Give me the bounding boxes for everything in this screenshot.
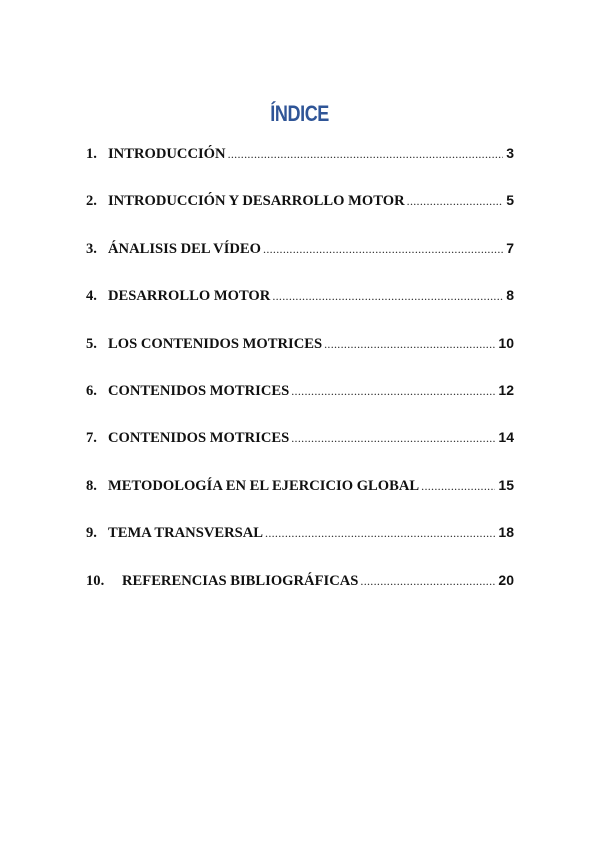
toc-dot-leader — [421, 479, 495, 494]
toc-entry-page: 12 — [498, 381, 514, 398]
toc-entry-10[interactable] — [86, 572, 514, 619]
toc-dot-leader — [228, 147, 504, 162]
toc-entry-page: 18 — [498, 524, 514, 541]
toc-entry-number: 5. — [86, 335, 97, 352]
toc-entry-9[interactable] — [86, 524, 514, 571]
toc-entry-page: 10 — [498, 334, 514, 351]
toc-entry-3[interactable] — [86, 240, 514, 287]
toc-entry-page: 8 — [506, 287, 514, 304]
toc-entry-number: 3. — [86, 240, 97, 257]
toc-entry-4[interactable] — [86, 287, 514, 334]
toc-dot-leader — [272, 289, 503, 304]
toc-entry-label: INTRODUCCIÓN Y DESARROLLO MOTOR — [108, 193, 405, 210]
index-title: ÍNDICE — [270, 101, 329, 126]
toc-entry-number: 7. — [86, 430, 97, 447]
toc-entry-page: 3 — [506, 145, 514, 161]
toc-entry-page: 7 — [506, 239, 514, 256]
toc-entry-label: DESARROLLO MOTOR — [108, 288, 271, 305]
toc-entry-7[interactable] — [86, 429, 514, 476]
toc-entry-number: 6. — [86, 382, 97, 399]
toc-dot-leader — [291, 384, 495, 399]
toc-entry-8[interactable] — [86, 477, 514, 524]
toc-entry-page: 15 — [498, 476, 514, 493]
toc-entry-label: ÁNALISIS DEL VÍDEO — [108, 240, 262, 257]
toc-entry-number: 10. — [86, 572, 105, 589]
toc-entry-number: 1. — [86, 146, 97, 162]
toc-entry-6[interactable] — [86, 382, 514, 429]
toc-entry-number: 8. — [86, 477, 97, 494]
toc-entry-label: CONTENIDOS MOTRICES — [108, 382, 290, 399]
toc-entry-page: 20 — [498, 571, 514, 588]
toc-entry-number: 2. — [86, 193, 97, 210]
table-of-contents — [86, 145, 514, 619]
toc-entry-page: 5 — [506, 192, 514, 209]
toc-entry-label: TEMA TRANSVERSAL — [108, 525, 264, 542]
toc-dot-leader — [360, 574, 495, 589]
toc-entry-page: 14 — [498, 429, 514, 446]
toc-entry-label: CONTENIDOS MOTRICES — [108, 430, 290, 447]
toc-dot-leader — [291, 431, 495, 446]
toc-dot-leader — [265, 526, 495, 541]
toc-entry-label: METODOLOGÍA EN EL EJERCICIO GLOBAL — [108, 477, 420, 494]
toc-dot-leader — [324, 337, 495, 352]
toc-entry-1[interactable] — [86, 145, 514, 192]
toc-entry-label: INTRODUCCIÓN — [108, 146, 226, 162]
toc-entry-label: LOS CONTENIDOS MOTRICES — [108, 335, 323, 352]
toc-dot-leader — [407, 194, 504, 209]
toc-entry-number: 9. — [86, 525, 97, 542]
toc-entry-label: REFERENCIAS BIBLIOGRÁFICAS — [122, 572, 359, 589]
toc-dot-leader — [263, 242, 503, 257]
toc-entry-2[interactable] — [86, 192, 514, 239]
toc-entry-number: 4. — [86, 288, 97, 305]
toc-entry-5[interactable] — [86, 335, 514, 382]
